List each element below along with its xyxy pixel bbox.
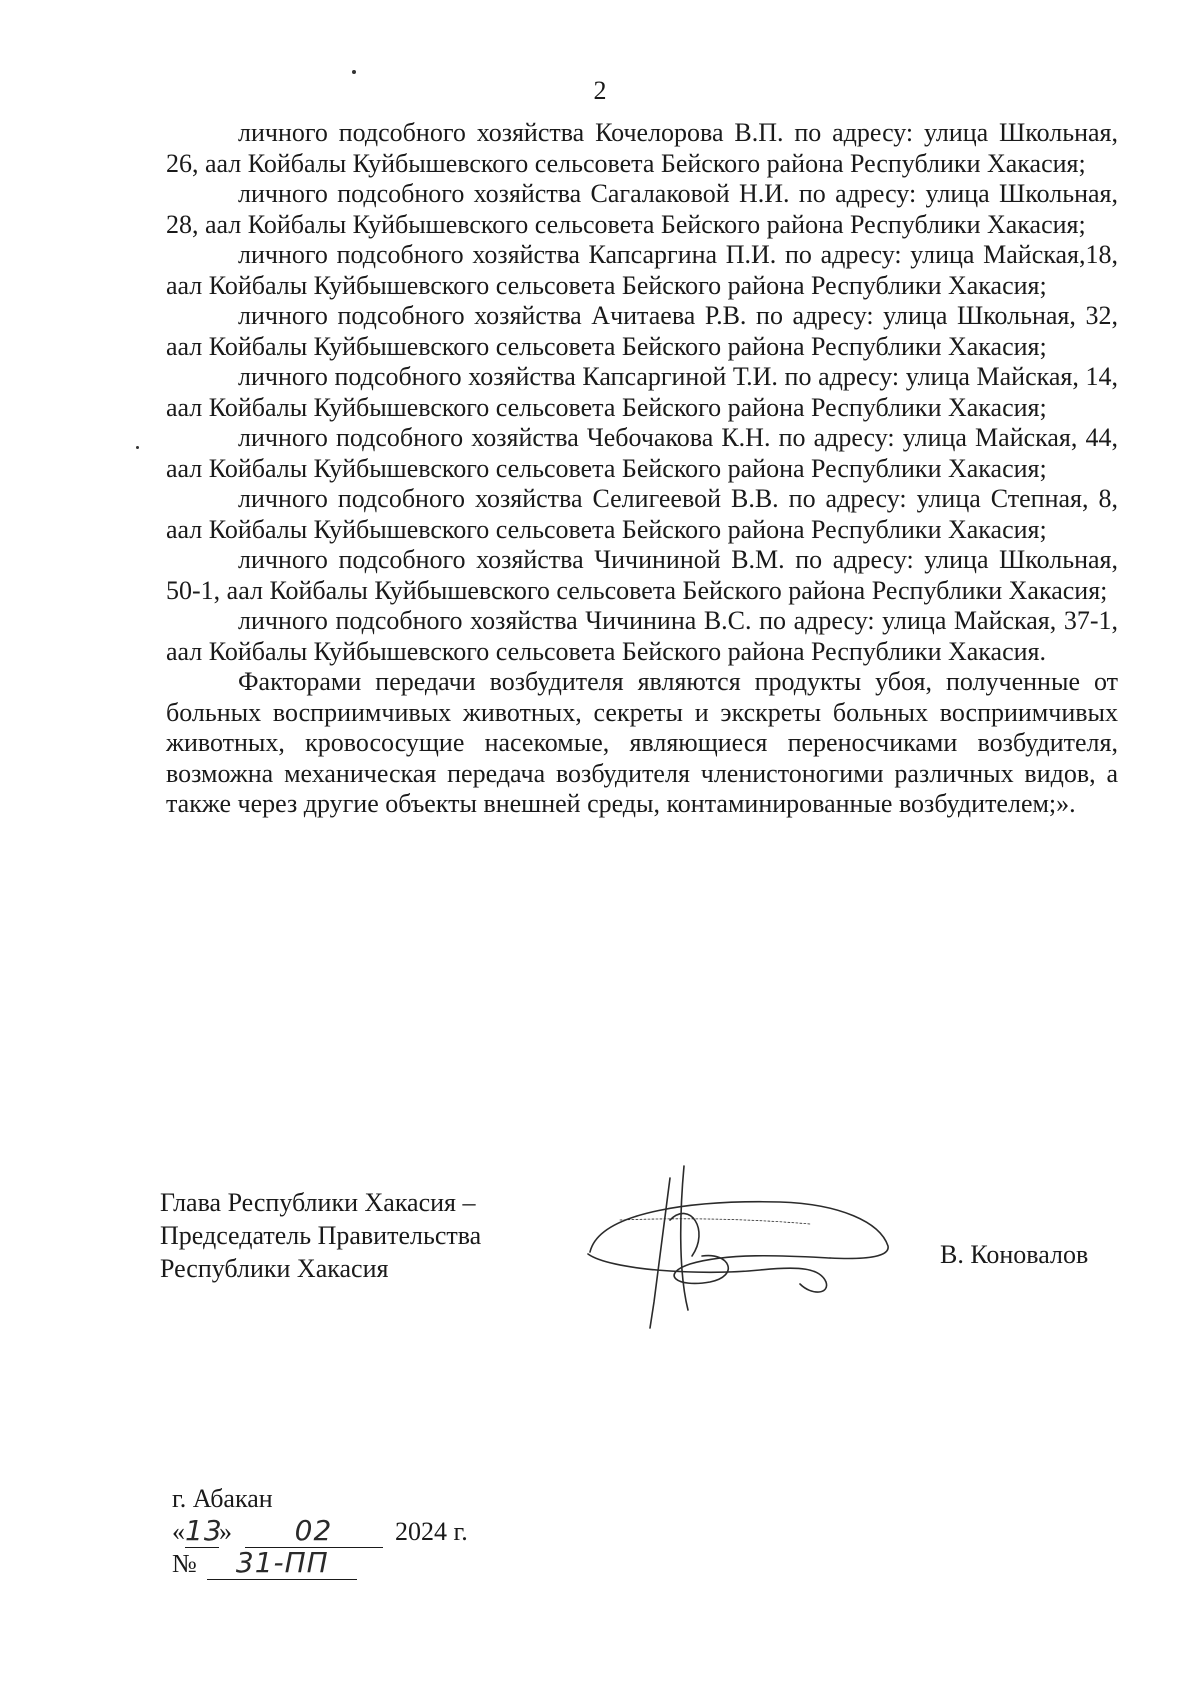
city-line xyxy=(172,1484,468,1516)
number-line xyxy=(172,1548,468,1580)
document-body xyxy=(166,118,1118,820)
household-entry: личного подсобного хозяйства Капсаргиной Т.И. по адресу: улица Майская, 14, аал Койбалы Куйбышевского сельсовета Бейского района Республики Хакасия; xyxy=(166,362,1118,422)
date-month-handwritten: 02 xyxy=(294,1514,333,1547)
scan-speck xyxy=(136,446,139,449)
date-line: «13» 02 2024 г. xyxy=(172,1514,468,1547)
household-entry: личного подсобного хозяйства Чебочакова К.Н. по адресу: улица Майская, 44, аал Койбалы Куйбышевского сельсовета Бейского района Республики Хакасия; xyxy=(166,423,1118,483)
household-entry: личного подсобного хозяйства Ачитаева Р.В. по адресу: улица Школьная, 32, аал Койбалы Куйбышевского сельсовета Бейского района Республики Хакасия; xyxy=(166,301,1118,361)
signatory-title-line: Республики Хакасия xyxy=(160,1254,389,1283)
household-entry: личного подсобного хозяйства Сагалаковой Н.И. по адресу: улица Школьная, 28, аал Койбалы Куйбышевского сельсовета Бейского района Республики Хакасия; xyxy=(166,179,1118,239)
household-entry: личного подсобного хозяйства Кочелорова В.П. по адресу: улица Школьная, 26, аал Койбалы Куйбышевского сельсовета Бейского района Республики Хакасия; xyxy=(166,118,1118,178)
handwritten-signature xyxy=(580,1160,900,1330)
household-entry: личного подсобного хозяйства Чичинина В.С. по адресу: улица Майская, 37-1, аал Койбалы Куйбышевского сельсовета Бейского района Республики Хакасия. xyxy=(166,606,1118,666)
document-number-handwritten: 31-ПП xyxy=(235,1546,329,1579)
household-entry: личного подсобного хозяйства Селигеевой В.В. по адресу: улица Степная, 8, аал Койбалы Куйбышевского сельсовета Бейского района Республики Хакасия; xyxy=(166,484,1118,544)
city-name: г. Абакан xyxy=(172,1484,273,1513)
place-and-date-block xyxy=(172,1484,468,1580)
signatory-title-line: Председатель Правительства xyxy=(160,1221,482,1250)
scan-speck xyxy=(352,70,356,74)
number-label: № xyxy=(172,1549,197,1578)
transmission-factors-paragraph: Факторами передачи возбудителя являются продукты убоя, полученные от больных восприимчивых животных, секреты и экскреты больных восприимчивых животных, кровососущие насекомые, являющиеся переносчиками возбудителя, возможна механическая передача возбудителя членистоногими различных видов, а также через другие объекты внешней среды, контаминированные возбудителем;». xyxy=(166,667,1118,818)
signer-name: В. Коновалов xyxy=(940,1240,1089,1269)
signatory-title-line: Глава Республики Хакасия – xyxy=(160,1188,476,1217)
date-day-handwritten: 13 xyxy=(185,1514,223,1547)
signatory-title xyxy=(160,1186,481,1285)
household-entry: личного подсобного хозяйства Капсаргина П.И. по адресу: улица Майская,18, аал Койбалы Куйбышевского сельсовета Бейского района Республики Хакасия; xyxy=(166,240,1118,300)
household-entry: личного подсобного хозяйства Чичининой В.М. по адресу: улица Школьная, 50-1, аал Койбалы Куйбышевского сельсовета Бейского района Республики Хакасия; xyxy=(166,545,1118,605)
page-number: 2 xyxy=(593,76,607,105)
date-year: 2024 г. xyxy=(395,1517,468,1546)
